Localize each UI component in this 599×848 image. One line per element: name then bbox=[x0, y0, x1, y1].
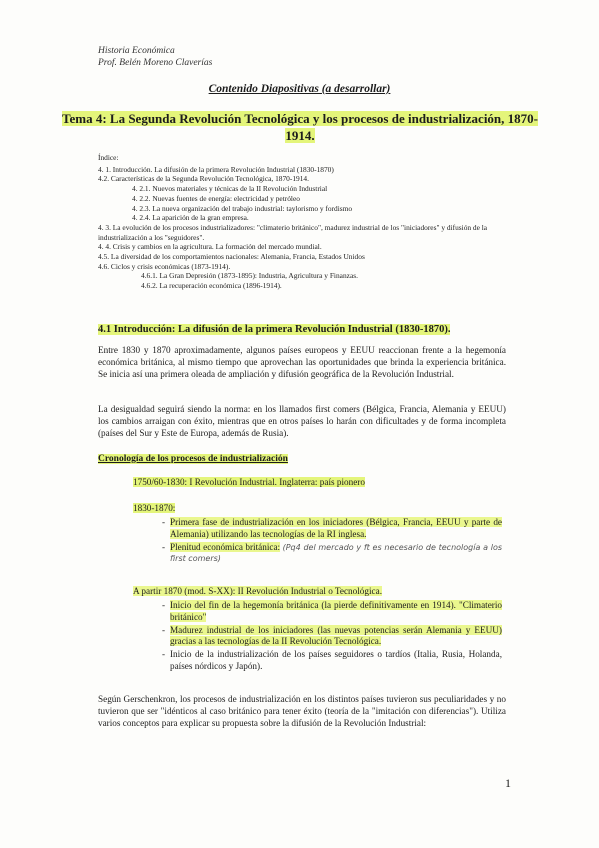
index-item: 4. 2.3. La nueva organización del trabajo industrial: taylorismo y fordismo bbox=[132, 203, 353, 213]
index-item: 4.6.2. La recuperación económica (1896-1914). bbox=[141, 281, 282, 291]
chronology-phase-2-list bbox=[162, 517, 502, 566]
intro-paragraph: Entre 1830 y 1870 aproximadamente, algunos países europeos y EEUU reaccionan frente a la hegemonía económica británica, al mismo tiempo que aprovechan las oportunidades que brinda la experiencia británica. Se inicia así una primera oleada de ampliación y difusión geográfica de la Revolución Industrial. bbox=[98, 345, 506, 379]
page-number: 1 bbox=[505, 776, 511, 790]
index-item: 4. 3. La evolución de los procesos industrializadores: "climaterio británico", madurez industrial de los "iniciadores" y difusión de la industrialización a los "seguidores". bbox=[98, 222, 488, 242]
phase-2-label-text: 1830-1870: bbox=[133, 503, 176, 513]
list-item: - Inicio de la industrialización de los países seguidores o tardíos (Italia, Rusia, Holanda, países nórdicos y Japón). bbox=[162, 649, 502, 673]
index-item: 4. 1. Introducción. La difusión de la primera Revolución Industrial (1830-1870) bbox=[98, 164, 334, 174]
gerschenkron-paragraph: Según Gerschenkron, los procesos de industrialización en los distintos países tuvieron sus peculiaridades y no tuvieron que ser "idénticos al caso británico para tener éxito (teoría de la "imitación con diferencias"). Utiliza varios conceptos para explicar su propuesta sobre la difusión de la Revolución Industrial: bbox=[98, 694, 506, 728]
chronology-title-text: Cronología de los procesos de industrialización bbox=[98, 454, 288, 464]
table-of-contents bbox=[98, 153, 518, 291]
document-title: Contenido Diapositivas (a desarrollar) bbox=[208, 83, 391, 95]
chronology-phase-2-label bbox=[133, 503, 175, 515]
index-label: Índice: bbox=[98, 153, 119, 162]
document-header bbox=[98, 45, 212, 69]
inequality-paragraph: La desigualdad seguirá siendo la norma: en los llamados first comers (Bélgica, Francia, Alemania y EEUU) los cambios arraigan con éxito, mientras que en otros países lo harán con dificultades y de forma incompleta (países del Sur y Este de Europa, además de Rusia). bbox=[98, 404, 506, 438]
chronology-phase-1 bbox=[133, 477, 365, 489]
section-title bbox=[98, 324, 450, 335]
index-item: 4.5. La diversidad de los comportamientos nacionales: Alemania, Francia, Estados Unidos bbox=[98, 252, 365, 262]
list-item: - Madurez industrial de los iniciadores (las nuevas potencias serán Alemania y EEUU) gracias a las tecnologías de la II Revolución Tecnológica. bbox=[162, 625, 502, 649]
topic-title bbox=[60, 110, 540, 144]
chronology-phase-3-list bbox=[162, 600, 502, 674]
chronology-phase-3-label bbox=[133, 586, 382, 598]
section-title-text: 4.1 Introducción: La difusión de la primera Revolución Industrial (1830-1870). bbox=[98, 324, 451, 335]
index-item: 4.6.1. La Gran Depresión (1873-1895): Industria, Agricultura y Finanzas. bbox=[141, 271, 358, 281]
topic-title-text: Tema 4: La Segunda Revolución Tecnológica y los procesos de industrialización, 1870-1914. bbox=[62, 111, 538, 143]
list-item: - Inicio del fin de la hegemonía británica (la pierde definitivamente en 1914). "Climaterio británico" bbox=[162, 600, 502, 624]
index-item: 4. 2.2. Nuevas fuentes de energía: electricidad y petróleo bbox=[132, 193, 300, 203]
phase-1-text: 1750/60-1830: I Revolución Industrial. Inglaterra: país pionero bbox=[133, 477, 365, 487]
chronology-title bbox=[98, 454, 288, 464]
index-item: 4.6. Ciclos y crisis económicas (1873-1914). bbox=[98, 261, 231, 271]
handwritten-note: (Pq4 del mercado y ft es necesario de tecnología a los first comers) bbox=[170, 542, 503, 564]
phase-3-label-text: A partir 1870 (mod. S-XX): II Revolución Industrial o Tecnológica. bbox=[133, 586, 382, 596]
list-item: - Primera fase de industrialización en los iniciadores (Bélgica, Francia, EEUU y parte de Alemania) utilizando las tecnologías de la RI inglesa. bbox=[162, 517, 502, 541]
index-item: 4. 2.4. La aparición de la gran empresa. bbox=[132, 213, 249, 223]
professor-name: Prof. Belén Moreno Claverías bbox=[98, 58, 213, 68]
course-name: Historia Económica bbox=[98, 46, 175, 56]
index-item: 4. 2.1. Nuevos materiales y técnicas de la II Revolución Industrial bbox=[132, 184, 328, 194]
index-item: 4. 4. Crisis y cambios en la agricultura. La formación del mercado mundial. bbox=[98, 242, 322, 252]
index-item: 4.2. Características de la Segunda Revolución Tecnológica, 1870-1914. bbox=[98, 174, 309, 184]
list-item: - Plenitud económica británica: (Pq4 del mercado y ft es necesario de tecnología a los first comers) bbox=[162, 542, 502, 566]
